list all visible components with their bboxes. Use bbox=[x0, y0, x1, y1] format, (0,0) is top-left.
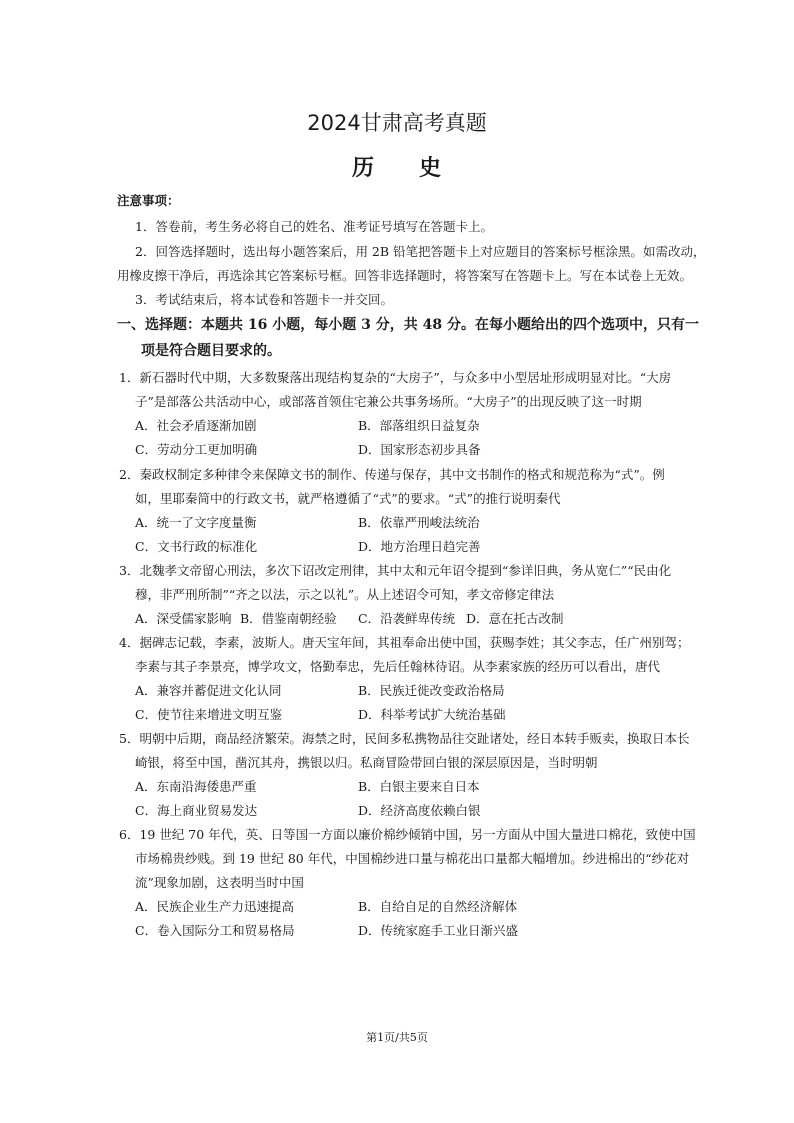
notice-heading: 注意事项： bbox=[117, 193, 180, 208]
question-6-option-b: B．自给自足的自然经济解体 bbox=[358, 899, 518, 914]
question-5-option-a: A．东南沿海倭患严重 bbox=[135, 779, 257, 794]
question-3-line-2: 穆，非严刑所制”“齐之以法，示之以礼”。从上述诏令可知，孝文帝修定律法 bbox=[135, 587, 555, 602]
question-6-option-a: A．民族企业生产力迅速提高 bbox=[135, 899, 295, 914]
question-2-option-c: C．文书行政的标准化 bbox=[135, 539, 258, 554]
section-1-heading-line-1: 一、选择题：本题共 16 小题，每小题 3 分，共 48 分。在每小题给出的四个选项中，只有一 bbox=[117, 317, 699, 333]
question-4-option-c: C．使节往来增进文明互鉴 bbox=[135, 707, 283, 722]
section-1-heading-line-2: 项是符合题目要求的。 bbox=[141, 343, 281, 359]
question-1-option-c: C．劳动分工更加明确 bbox=[135, 442, 258, 457]
question-5-line-1: 5．明朝中后期，商品经济繁荣。海禁之时，民间多私携物品往交趾诸处，经日本转手贩卖，换取日本长 bbox=[119, 731, 690, 746]
question-6-line-3: 流”现象加剧，这表明当时中国 bbox=[135, 875, 304, 890]
question-5-option-c: C．海上商业贸易发达 bbox=[135, 803, 258, 818]
question-3-option-a: A．深受儒家影响 bbox=[135, 611, 232, 626]
question-5-option-b: B．白银主要来自日本 bbox=[358, 779, 480, 794]
subject-char-left: 历 bbox=[351, 155, 375, 181]
question-1-line-1: 1．新石器时代中期，大多数聚落出现结构复杂的“大房子”，与众多中小型居址形成明显对比。“大房 bbox=[119, 370, 672, 385]
question-1-option-b: B．部落组织日益复杂 bbox=[358, 418, 480, 433]
notice-item-2-line-2: 用橡皮擦干净后，再选涂其它答案标号框。回答非选择题时，将答案写在答题卡上。写在本试卷上无效。 bbox=[117, 268, 693, 283]
question-4-option-a: A．兼容并蓄促进文化认同 bbox=[135, 683, 282, 698]
question-4-line-2: 李素与其子李景亮，博学攻文，恪勤奉忠，先后任翰林待诏。从李素家族的经历可以看出，唐代 bbox=[135, 659, 661, 674]
question-6-line-2: 市场棉贵纱贱。到 19 世纪 80 年代，中国棉纱进口量与棉花出口量都大幅增加。纱进棉出的“纱花对 bbox=[135, 851, 690, 866]
question-6-option-c: C．卷入国际分工和贸易格局 bbox=[135, 923, 295, 938]
notice-item-3: 3．考试结束后，将本试卷和答题卡一并交回。 bbox=[135, 292, 393, 307]
question-6-line-1: 6．19 世纪 70 年代，英、日等国一方面以廉价棉纱倾销中国，另一方面从中国大量进口棉花，致使中国 bbox=[119, 827, 696, 842]
subject-title bbox=[0, 151, 794, 182]
question-6-option-d: D．传统家庭手工业日渐兴盛 bbox=[358, 923, 519, 938]
question-5-option-d: D．经济高度依赖白银 bbox=[358, 803, 481, 818]
question-3-line-1: 3．北魏孝文帝留心刑法，多次下诏改定刑律，其中太和元年诏令提到“参详旧典，务从宽仁”“民由化 bbox=[119, 563, 672, 578]
subject-char-right: 史 bbox=[419, 155, 443, 181]
question-1-option-d: D．国家形态初步具备 bbox=[358, 442, 481, 457]
question-2-option-a: A．统一了文字度量衡 bbox=[135, 515, 257, 530]
question-2-line-1: 2．秦政权制定多种律令来保障文书的制作、传递与保存，其中文书制作的格式和规范称为“式”。例 bbox=[119, 467, 665, 482]
question-4-line-1: 4．据碑志记载，李素，波斯人。唐天宝年间，其祖奉命出使中国，获赐李姓；其父李志，任广州别驾； bbox=[119, 635, 690, 650]
question-2-option-b: B．依靠严刑峻法统治 bbox=[358, 515, 480, 530]
question-3-option-b: B．借鉴南朝经验 bbox=[240, 611, 337, 626]
question-4-option-b: B．民族迁徙改变政治格局 bbox=[358, 683, 505, 698]
notice-item-2-line-1: 2．回答选择题时，选出每小题答案后，用 2B 铅笔把答题卡上对应题目的答案标号框涂黑。如需改动， bbox=[135, 244, 706, 259]
question-2-line-2: 如，里耶秦简中的行政文书，就严格遵循了“式”的要求。“式”的推行说明秦代 bbox=[135, 491, 561, 506]
page-number: 第1页/共5页 bbox=[366, 1031, 428, 1044]
question-3-option-d: D．意在托古改制 bbox=[466, 611, 564, 626]
exam-title: 2024甘肃高考真题 bbox=[307, 111, 487, 135]
question-4-option-d: D．科举考试扩大统治基础 bbox=[358, 707, 506, 722]
question-3-option-c: C．沿袭鲜卑传统 bbox=[358, 611, 456, 626]
notice-item-1: 1．答卷前，考生务必将自己的姓名、准考证号填写在答题卡上。 bbox=[135, 219, 493, 234]
question-1-line-2: 子”是部落公共活动中心，或部落首领住宅兼公共事务场所。“大房子”的出现反映了这一时期 bbox=[135, 394, 642, 409]
question-2-option-d: D．地方治理日趋完善 bbox=[358, 539, 481, 554]
question-1-option-a: A．社会矛盾逐渐加剧 bbox=[135, 418, 257, 433]
question-5-line-2: 崎银，将至中国，凿沉其舟，携银以归。私商冒险带回白银的深层原因是，当时明朝 bbox=[135, 755, 598, 770]
